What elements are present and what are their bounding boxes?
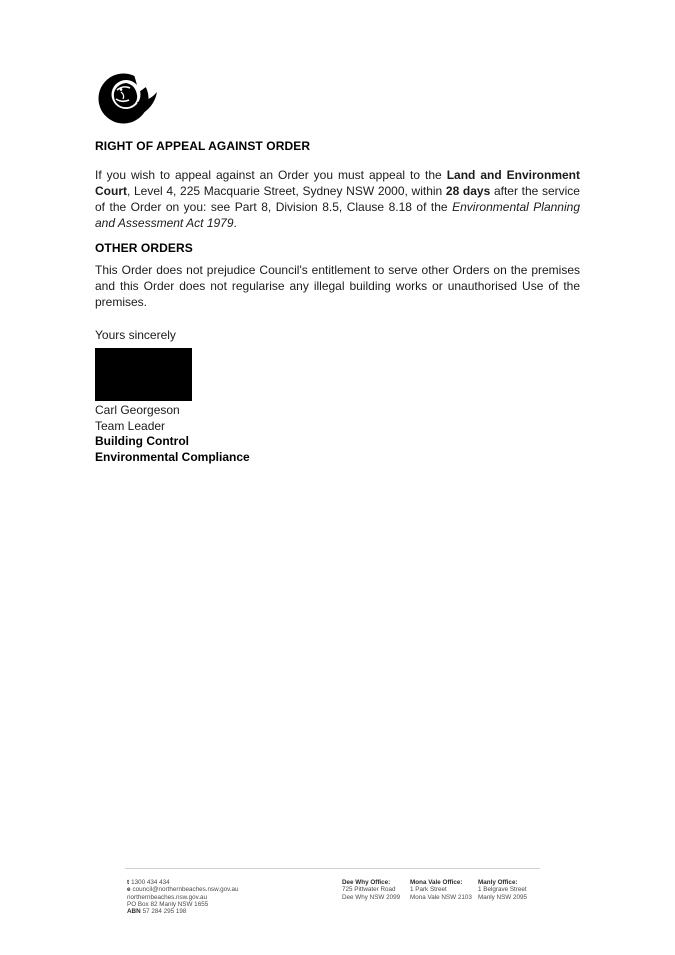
office-name: Manly Office: xyxy=(478,879,518,886)
office-address-line: Manly NSW 2095 xyxy=(478,893,527,901)
email-address: council@northernbeaches.nsw.gov.au xyxy=(132,886,239,894)
footer-contact-column xyxy=(127,879,239,915)
other-orders-paragraph: This Order does not prejudice Council's entitlement to serve other Orders on the premises and this Order does not regularise any illegal building works or unauthorised Use of the premises. xyxy=(95,263,580,309)
text-run-bold: 28 days xyxy=(445,184,491,198)
office-address-line: 1 Belgrave Street xyxy=(478,886,527,894)
signatory-department-line2: Environmental Compliance xyxy=(95,449,250,464)
signature-block xyxy=(95,403,580,465)
closing-salutation: Yours sincerely xyxy=(95,328,176,342)
footer-email-line xyxy=(127,886,239,893)
office-name: Mona Vale Office: xyxy=(410,879,463,886)
abn-label: ABN xyxy=(127,908,141,916)
email-label: e xyxy=(127,886,131,894)
appeal-paragraph xyxy=(95,167,580,231)
office-name: Dee Why Office: xyxy=(342,879,391,886)
text-run: If you wish to appeal against an Order you must appeal to the xyxy=(95,168,447,182)
other-orders-section-heading: OTHER ORDERS xyxy=(95,241,193,255)
signatory-name: Carl Georgeson xyxy=(95,403,180,417)
redacted-signature-block xyxy=(95,348,192,401)
text-run: after the service of the Order on you: see Part 8, Division 8.5, Clause 8.18 of the xyxy=(95,184,580,214)
text-run: , Level 4, 225 Macquarie Street, Sydney NSW 2000, within xyxy=(127,184,446,198)
office-address-line: Dee Why NSW 2099 xyxy=(342,893,401,901)
website-url: northernbeaches.nsw.gov.au xyxy=(127,893,208,901)
signatory-department-line1: Building Control xyxy=(95,434,189,448)
footer-office-mona-vale xyxy=(410,879,472,901)
office-address-line: 1 Park Street xyxy=(410,886,447,894)
phone-number: 1300 434 434 xyxy=(131,879,170,886)
footer-office-manly xyxy=(478,879,527,901)
office-address-line: 725 Pittwater Road xyxy=(342,886,396,894)
phone-label: t xyxy=(127,879,130,886)
footer-office-dee-why xyxy=(342,879,400,901)
footer-pobox-line xyxy=(127,901,239,908)
footer-website-line xyxy=(127,894,239,901)
text-run-italic: Environmental Planning and Assessment Act 1979 xyxy=(95,200,580,230)
abn-number: 57 284 295 198 xyxy=(142,908,187,916)
signatory-title: Team Leader xyxy=(95,418,166,433)
letter-body xyxy=(95,139,580,465)
footer-divider xyxy=(125,868,540,869)
appeal-section-heading: RIGHT OF APPEAL AGAINST ORDER xyxy=(95,139,311,153)
footer-abn-line xyxy=(127,908,239,915)
text-run: . xyxy=(233,216,237,230)
po-box: PO Box 82 Manly NSW 1655 xyxy=(127,900,209,908)
council-logo-icon xyxy=(97,71,157,124)
footer-phone-line xyxy=(127,879,239,886)
office-address-line: Mona Vale NSW 2103 xyxy=(410,893,472,901)
text-run-bold: Land and Environment Court xyxy=(95,168,580,198)
